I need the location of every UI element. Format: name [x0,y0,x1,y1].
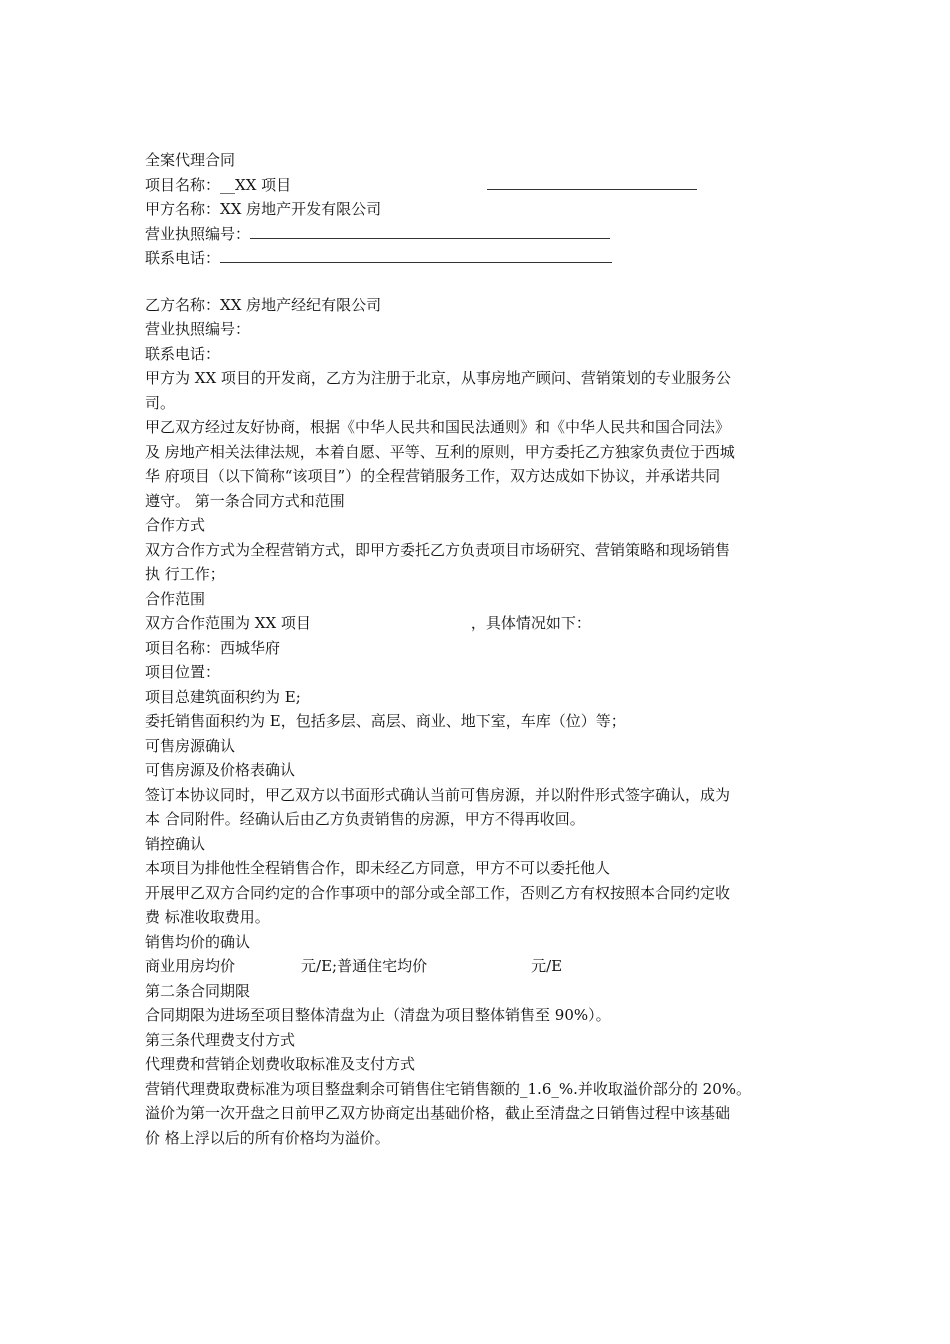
paragraph-line: 执 行工作； [145,565,225,583]
section-heading: 可售房源确认 [145,736,236,755]
party-a-name-label: 甲方名称： [145,200,221,218]
party-a-phone-label: 联系电话： [145,249,221,267]
party-b-name-label: 乙方名称： [145,295,221,314]
section-heading: 第二条合同期限 [145,981,251,1000]
section-heading: 代理费和营销企划费收取标准及支付方式 [145,1055,416,1073]
paragraph-line: 项目名称：西城华府 [145,638,281,657]
paragraph-line: 遵守。 第一条合同方式和范围 [145,491,345,510]
paragraph-line: 项目位置： [145,663,221,681]
paragraph-line: 甲乙双方经过友好协商，根据《中华人民共和国民法通则》和《中华人民共和国合同法》 [145,418,731,436]
paragraph-line: 营销代理费取费标准为项目整盘剩余可销售住宅销售额的_1.6_%.并收取溢价部分的 20%。 [145,1079,751,1098]
party-a-license-blank [250,222,610,239]
project-name-blank [487,173,697,190]
paragraph-line: 费 标准收取费用。 [145,908,270,926]
party-b-phone-label: 联系电话： [145,344,221,363]
document-title: 全案代理合同 [145,151,236,169]
scope-text: 双方合作范围为 XX 项目 [145,614,311,632]
section-heading: 销控确认 [145,834,206,853]
project-name-label: 项目名称： [145,175,221,194]
section-heading: 第三条代理费支付方式 [145,1030,296,1049]
party-a-name-value: XX 房地产开发有限公司 [220,200,382,218]
paragraph-line: 开展甲乙双方合同约定的合作事项中的部分或全部工作，否则乙方有权按照本合同约定收 [145,883,731,902]
section-heading: 销售均价的确认 [145,932,251,951]
project-name-line [145,173,825,198]
party-a-license-line [145,222,825,247]
paragraph-line: 项目总建筑面积约为 E; [145,687,301,706]
party-a-license-label: 营业执照编号： [145,224,251,243]
paragraph-line: 甲方为 XX 项目的开发商，乙方为注册于北京，从事房地产顾问、营销策划的专业服务公 [145,369,731,387]
party-a-phone-line [145,246,825,271]
paragraph-line: 华 府项目（以下简称“该项目”）的全程营销服务工作，双方达成如下协议，并承诺共同 [145,467,721,485]
paragraph-line: 双方合作方式为全程营销方式，即甲方委托乙方负责项目市场研究、营销策略和现场销售 [145,540,731,559]
paragraph-line: 委托销售面积约为 E，包括多层、高层、商业、地下室，车库（位）等； [145,712,626,730]
contract-document [145,148,825,1150]
paragraph-line: 价 格上浮以后的所有价格均为溢价。 [145,1128,390,1147]
paragraph-line [145,611,825,636]
paragraph-line: 司。 [145,393,176,412]
paragraph-line: 及 房地产相关法律法规，本着自愿、平等、互利的原则，甲方委托乙方独家负责位于西城 [145,442,735,461]
party-b-name-value: XX 房地产经纪有限公司 [220,295,382,314]
party-b-license-label: 营业执照编号： [145,320,251,338]
paragraph-line: 合同期限为进场至项目整体清盘为止（清盘为项目整体销售至 90%）。 [145,1006,611,1024]
party-a-phone-blank [220,246,612,263]
project-name-value: __XX 项目 [220,175,292,194]
party-b-name-line [145,293,825,318]
section-heading: 合作方式 [145,516,206,534]
scope-text-tail: ，具体情况如下： [470,614,591,632]
section-heading: 合作范围 [145,589,206,608]
commercial-price-label: 商业用房均价 [145,957,236,975]
section-heading: 可售房源及价格表确认 [145,761,296,779]
paragraph-line [145,954,825,979]
paragraph-line: 本项目为排他性全程销售合作，即未经乙方同意，甲方不可以委托他人 [145,859,611,877]
residential-price-label: 元/E;普通住宅均价 [301,957,428,975]
party-a-name-line [145,197,825,222]
price-unit: 元/E [531,957,563,975]
spacer [145,271,825,293]
paragraph-line: 签订本协议同时，甲乙双方以书面形式确认当前可售房源，并以附件形式签字确认，成为 [145,785,731,804]
paragraph-line: 本 合同附件。经确认后由乙方负责销售的房源，甲方不得再收回。 [145,810,585,828]
paragraph-line: 溢价为第一次开盘之日前甲乙双方协商定出基础价格，截止至清盘之日销售过程中该基础 [145,1104,731,1122]
